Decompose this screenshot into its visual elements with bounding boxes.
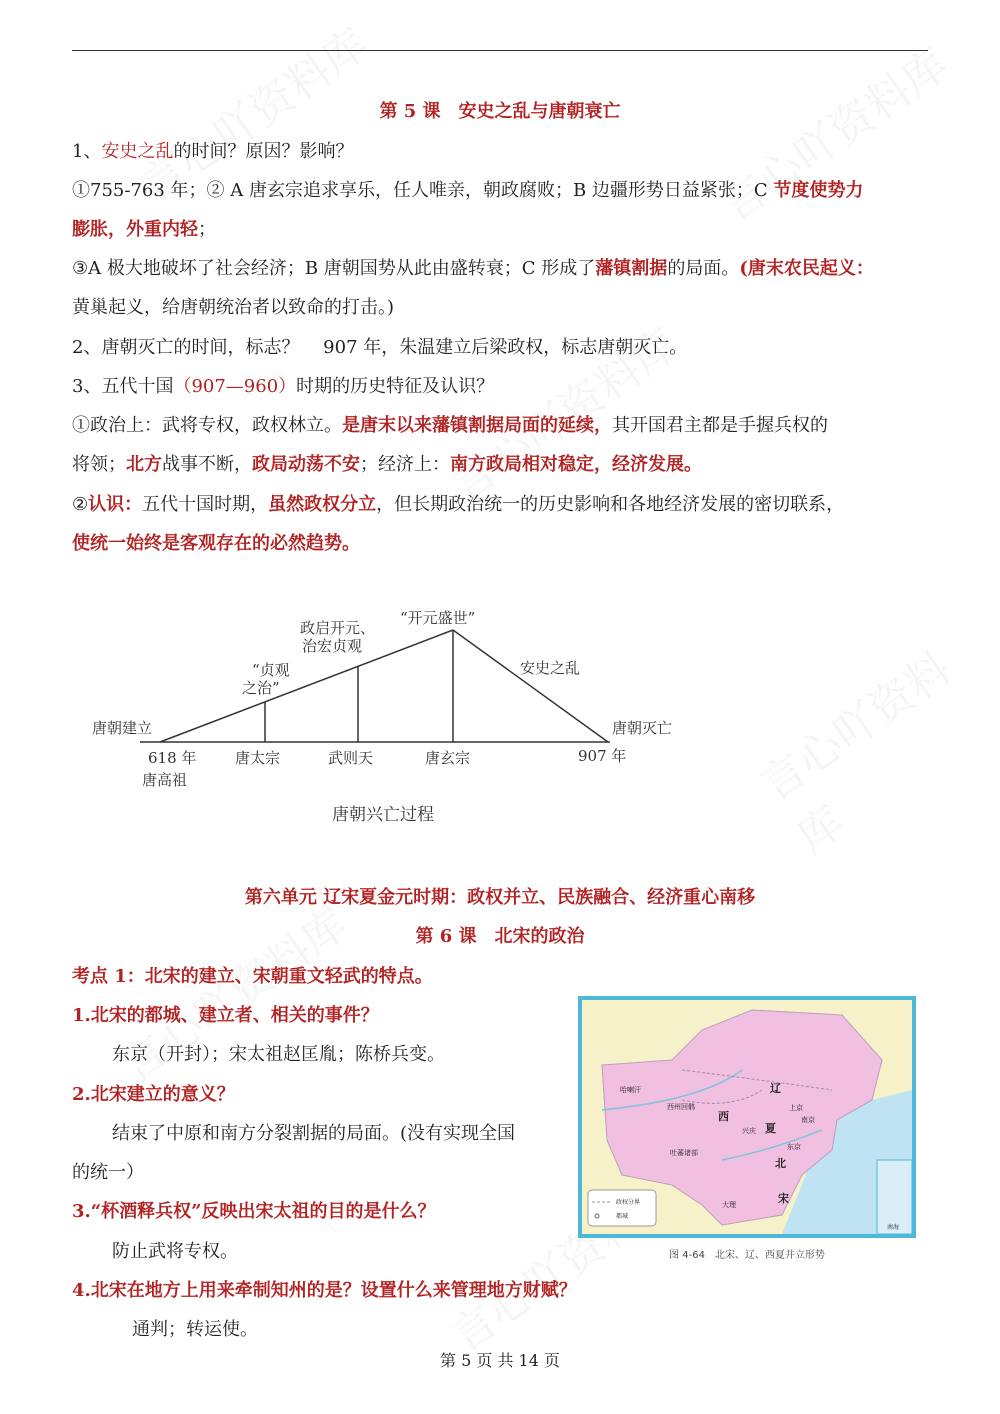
map-label-dongjing: 东京 bbox=[787, 1143, 801, 1151]
point-1: 考点 1：北宋的建立、宋朝重文轻武的特点。 bbox=[72, 966, 433, 987]
item2-answer-cont: 的统一） bbox=[72, 1162, 144, 1183]
diagram-caption: 唐朝兴亡过程 bbox=[332, 805, 434, 825]
text: ； bbox=[198, 219, 216, 240]
zhenguan-label-1: “贞观 bbox=[252, 661, 290, 679]
text: ，但长期政治统一的历史影响和各地经济发展的密切联系， bbox=[376, 494, 845, 515]
q-red: 安史之乱 bbox=[101, 141, 174, 162]
answer-3-line3 bbox=[72, 493, 932, 517]
text: ①755-763 年；② A 唐玄宗追求享乐，任人唯亲，朝政腐败；B 边疆形势日益紧张；C bbox=[72, 180, 774, 201]
lesson5-title: 第 5 课 安史之乱与唐朝衰亡 bbox=[379, 101, 621, 122]
red-text: 节度使势力 bbox=[773, 180, 864, 201]
map-label-dali: 大理 bbox=[722, 1201, 736, 1209]
item4-answer: 通判；转运使。 bbox=[132, 1319, 258, 1340]
tang-dynasty-diagram bbox=[80, 595, 720, 835]
red-text: 虽然政权分立 bbox=[268, 494, 377, 515]
red-text: 北方 bbox=[126, 454, 162, 475]
question-3 bbox=[72, 375, 932, 399]
map-label-nanhai: 南海 bbox=[887, 1224, 900, 1231]
text: 的局面。 bbox=[667, 258, 740, 279]
map-label-bei: 北 bbox=[775, 1157, 786, 1170]
map-label-liao: 辽 bbox=[770, 1082, 781, 1095]
question-2: 2、唐朝灭亡的时间，标志？ 907 年，朱温建立后梁政权，标志唐朝灭亡。 bbox=[72, 337, 688, 358]
red-text: 藩镇割据 bbox=[595, 258, 668, 279]
end-year: 907 年 bbox=[578, 747, 627, 765]
map-label-tubo: 吐蕃诸部 bbox=[670, 1149, 698, 1157]
kaiyuan-label: “开元盛世” bbox=[400, 609, 476, 627]
map-label-nanjing: 南京 bbox=[801, 1116, 815, 1124]
answer-1-line3 bbox=[72, 257, 932, 281]
zhenguan-label-2: 之治” bbox=[242, 679, 280, 697]
fall-line bbox=[453, 630, 608, 742]
answer-3-line1 bbox=[72, 414, 932, 438]
header-rule bbox=[72, 50, 928, 51]
text: 3、五代十国 bbox=[72, 376, 174, 397]
item2-answer: 结束了中原和南方分裂割据的局面。(没有实现全国 bbox=[112, 1123, 516, 1144]
emperor-wuzetian: 武则天 bbox=[328, 749, 374, 767]
kaiyuan-start-2: 治宏贞观 bbox=[302, 637, 363, 655]
start-emperor: 唐高祖 bbox=[142, 771, 188, 789]
map-label-kalahan: 哈喇汗 bbox=[620, 1086, 641, 1094]
end-label: 唐朝灭亡 bbox=[612, 719, 673, 737]
start-year: 618 年 bbox=[148, 749, 197, 767]
answer-1-line2 bbox=[72, 218, 932, 242]
song-liao-xia-map bbox=[578, 996, 916, 1238]
legend-capital: 都城 bbox=[616, 1213, 629, 1220]
map-label-xia: 夏 bbox=[765, 1122, 776, 1135]
unit6-title: 第六单元 辽宋夏金元时期：政权并立、民族融合、经济重心南移 bbox=[244, 887, 756, 908]
map-label-song: 宋 bbox=[778, 1192, 789, 1205]
text: ①政治上：武将专权，政权林立。 bbox=[72, 415, 342, 436]
red-text: 认识： bbox=[88, 494, 143, 515]
red-text: 膨胀，外重内轻 bbox=[72, 219, 198, 240]
map-label-xingqing: 兴庆 bbox=[742, 1127, 756, 1135]
answer-1-line4: 黄巢起义，给唐朝统治者以致命的打击。) bbox=[72, 297, 395, 318]
text: 战事不断， bbox=[162, 454, 252, 475]
item4-question: 4.北宋在地方上用来牵制知州的是？设置什么来管理地方财赋？ bbox=[72, 1280, 577, 1301]
answer-1-line1 bbox=[72, 179, 932, 203]
text: 将领； bbox=[72, 454, 126, 475]
q-rest: 的时间？原因？影响？ bbox=[173, 141, 354, 162]
legend-boundary: 政权分界 bbox=[616, 1199, 641, 1206]
item1-answer: 东京（开封）；宋太祖赵匡胤；陈桥兵变。 bbox=[112, 1044, 445, 1065]
emperor-taizong: 唐太宗 bbox=[235, 749, 281, 767]
text: ③A 极大地破坏了社会经济；B 唐朝国势从此由盛转衰；C 形成了 bbox=[72, 258, 596, 279]
red-text: 政局动荡不安 bbox=[252, 454, 360, 475]
item1-question: 1.北宋的都城、建立者、相关的事件？ bbox=[72, 1005, 379, 1026]
text: ② bbox=[72, 494, 89, 515]
red-text: 南方政局相对稳定，经济发展。 bbox=[450, 454, 702, 475]
question-1 bbox=[72, 140, 932, 164]
item3-question: 3.“杯酒释兵权”反映出宋太祖的目的是什么？ bbox=[72, 1201, 436, 1222]
red-text: (唐末农民起义： bbox=[739, 258, 874, 279]
red-text: （907—960） bbox=[173, 376, 297, 397]
map-label-shangjing: 上京 bbox=[789, 1104, 803, 1112]
answer-3-line4: 使统一始终是客观存在的必然趋势。 bbox=[72, 533, 360, 554]
text: ；经济上： bbox=[360, 454, 450, 475]
text: 五代十国时期， bbox=[142, 494, 269, 515]
kaiyuan-start-1: 政启开元、 bbox=[300, 619, 376, 637]
item3-answer: 防止武将专权。 bbox=[112, 1241, 238, 1262]
q-prefix: 1、 bbox=[72, 141, 102, 162]
anshi-label: 安史之乱 bbox=[520, 659, 581, 677]
map-label-xizhou: 西州回鹘 bbox=[667, 1103, 695, 1111]
lesson6-title: 第 6 课 北宋的政治 bbox=[415, 926, 585, 947]
text: 其开国君主都是手握兵权的 bbox=[612, 415, 828, 436]
map-caption: 图 4-64 北宋、辽、西夏并立形势 bbox=[669, 1250, 825, 1261]
item2-question: 2.北宋建立的意义？ bbox=[72, 1084, 235, 1105]
red-text: 是唐末以来藩镇割据局面的延续， bbox=[342, 415, 612, 436]
answer-3-line2 bbox=[72, 453, 932, 477]
emperor-xuanzong: 唐玄宗 bbox=[425, 749, 471, 767]
page-footer: 第 5 页 共 14 页 bbox=[440, 1351, 560, 1370]
map-label-xi: 西 bbox=[718, 1110, 729, 1123]
start-label: 唐朝建立 bbox=[92, 719, 153, 737]
text: 时期的历史特征及认识？ bbox=[296, 376, 495, 397]
